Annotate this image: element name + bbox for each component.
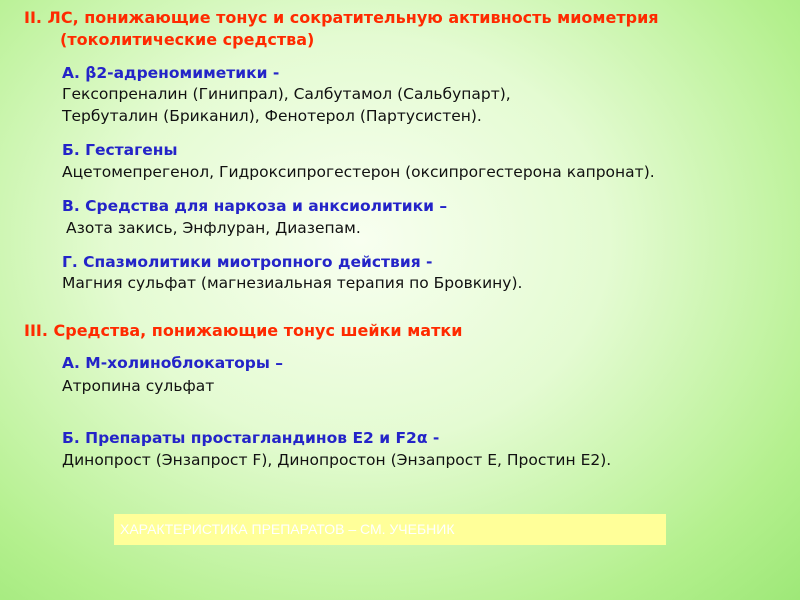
anesthesia-anxiolytics-drugs: Азота закись, Энфлуран, Диазепам.	[66, 219, 361, 237]
section-3-heading: III. Средства, понижающие тонус шейки матки	[24, 321, 463, 340]
prostaglandins-drugs: Динопрост (Энзапрост F), Динопростон (Энзапрост Е, Простин Е2).	[62, 451, 612, 469]
beta2-agonists-drugs-line2: Тербуталин (Бриканил), Фенотерол (Партусистен).	[62, 107, 482, 125]
gestagens-drugs: Ацетомепрегенол, Гидроксипрогестерон (оксипрогестерона капронат).	[62, 163, 655, 181]
gestagens-title: Б. Гестагены	[62, 141, 178, 159]
m-cholinoblockers-drugs: Атропина сульфат	[62, 377, 215, 395]
textbook-note-box	[114, 514, 666, 545]
prostaglandins-title: Б. Препараты простагландинов Е2 и F2α -	[62, 429, 440, 447]
section-2-heading-continuation: (токолитические средства)	[60, 30, 315, 49]
textbook-note-text: ХАРАКТЕРИСТИКА ПРЕПАРАТОВ – СМ. УЧЕБНИК	[120, 521, 455, 537]
anesthesia-anxiolytics-title: В. Средства для наркоза и анксиолитики –	[62, 197, 448, 215]
beta2-agonists-drugs-line1: Гексопреналин (Гинипрал), Салбутамол (Сальбупарт),	[62, 85, 511, 103]
section-2-heading: II. ЛС, понижающие тонус и сократительную активность миометрия	[24, 8, 659, 27]
m-cholinoblockers-title: А. М-холиноблокаторы –	[62, 354, 284, 372]
myotropic-spasmolytics-title: Г. Спазмолитики миотропного действия -	[62, 253, 433, 271]
beta2-agonists-title: А. β2-адреномиметики -	[62, 64, 280, 82]
myotropic-spasmolytics-drugs: Магния сульфат (магнезиальная терапия по Бровкину).	[62, 274, 523, 292]
